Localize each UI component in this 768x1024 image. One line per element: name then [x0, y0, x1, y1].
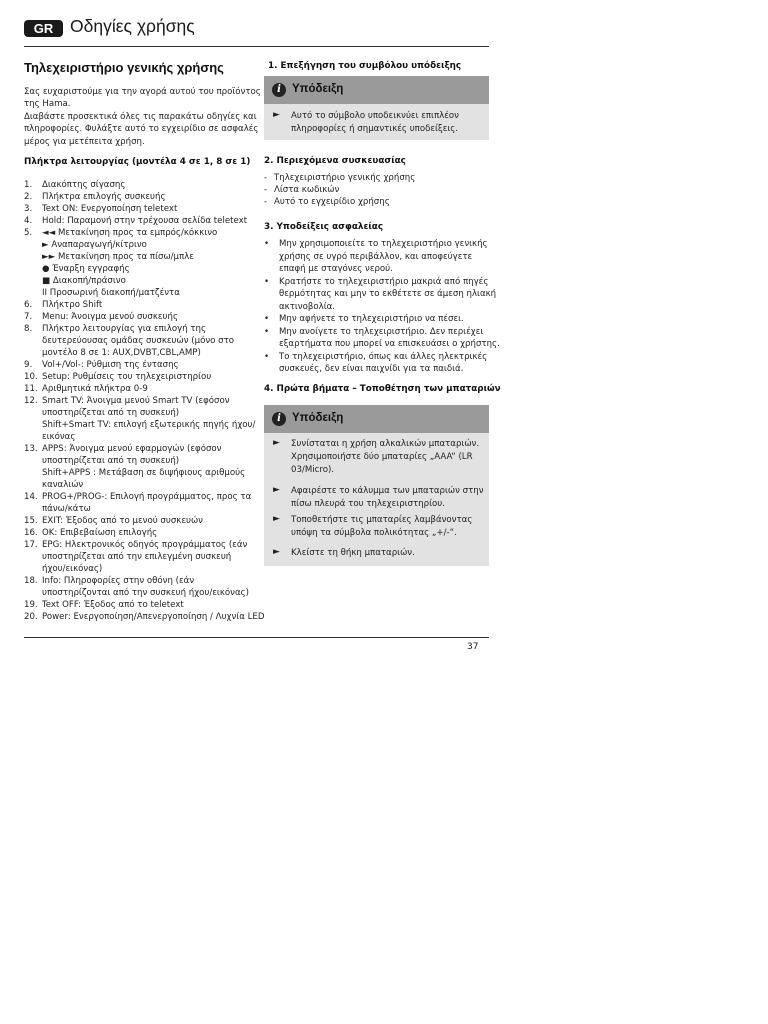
key-item-number: 4.	[24, 216, 33, 226]
safety-item-text: Το τηλεχειριστήριο, όπως και άλλες ηλεκτρικές	[279, 351, 488, 362]
safety-item-text: ακτινοβολία.	[279, 301, 336, 312]
keys-heading: Πλήκτρα λειτουργίας (μοντέλα 4 σε 1, 8 σε 1)	[24, 157, 251, 167]
key-item-text: υποστηρίζεται από τη συσκευή)	[42, 456, 180, 466]
note-2-header	[264, 405, 489, 433]
safety-item-text: Μην αφήνετε το τηλεχειριστήριο να πέσει.	[279, 314, 464, 324]
note-line: πληροφορίες ή σημαντικές υποδείξεις.	[291, 124, 459, 134]
key-item-number: 6.	[24, 300, 33, 310]
key-item-number: 9.	[24, 360, 33, 370]
bullet-icon: •	[264, 351, 270, 362]
bullet-icon: •	[264, 239, 270, 249]
key-item-number: 3.	[24, 204, 33, 214]
info-icon: i	[272, 83, 286, 97]
key-item-number: 10.	[24, 372, 38, 382]
footer-rule	[24, 637, 489, 638]
note-label: Υπόδειξη	[292, 83, 344, 95]
key-item-text: Shift+Smart TV: επιλογή εξωτερικής πηγής ήχου/	[42, 420, 256, 430]
arrow-bullet-icon: ►	[273, 514, 280, 524]
key-item-text: APPS: Άνοιγμα μενού εφαρμογών (εφόσον	[42, 444, 222, 454]
key-item-text: δευτερεύουσας ομάδας συσκευών (μόνο στο	[42, 336, 234, 346]
note-line: 03/Micro).	[291, 465, 335, 475]
safety-item-text: χρήσης σε υγρό περιβάλλον, και αποφεύγετε	[279, 251, 473, 262]
intro-line: Διαβάστε προσεκτικά όλες τις παρακάτω οδηγίες και	[24, 112, 257, 122]
arrow-bullet-icon: ►	[273, 110, 280, 120]
bullet-icon: •	[264, 314, 270, 324]
note-line: Τοποθετήστε τις μπαταρίες λαμβάνοντας	[291, 515, 473, 525]
key-item-text: Smart TV: Άνοιγμα μενού Smart TV (εφόσον	[42, 396, 230, 406]
key-item-text: Πλήκτρο λειτουργίας για επιλογή της	[42, 324, 206, 334]
intro-line: Σας ευχαριστούμε για την αγορά αυτού του προϊόντος	[24, 87, 261, 97]
arrow-bullet-icon: ►	[273, 438, 280, 448]
key-item-number: 1.	[24, 180, 33, 190]
key-item-text: Hold: Παραμονή στην τρέχουσα σελίδα teletext	[42, 216, 248, 226]
key-item-text: OK: Επιβεβαίωση επιλογής	[42, 528, 158, 538]
safety-item-text: επαφή με σταγόνες νερού.	[279, 264, 393, 274]
note-line: υπόψη τα σύμβολα πολικότητας „+/-“.	[291, 528, 457, 538]
key-item-text: υποστηρίζεται από την επιλεγμένη συσκευή	[42, 552, 232, 562]
key-item-number: 17.	[24, 540, 38, 550]
intro-line: της Hama.	[24, 99, 71, 109]
contents-item: Αυτό το εγχειρίδιο χρήσης	[274, 197, 390, 207]
note-line: πίσω πλευρά του τηλεχειριστηρίου.	[291, 499, 445, 509]
arrow-bullet-icon: ►	[273, 547, 280, 557]
key-item-text: ήχου/εικόνας)	[42, 564, 103, 574]
key-item-number: 7.	[24, 312, 33, 322]
key-item-text: Power: Ενεργοποίηση/Απενεργοποίηση / Λυχνία LED	[42, 612, 265, 622]
key-item-text: Vol+/Vol-: Ρύθμιση της έντασης	[42, 360, 179, 370]
key-item-text: EXIT: Έξοδος από το μενού συσκευών	[42, 516, 203, 526]
key-item-number: 5.	[24, 228, 33, 238]
note-2-body	[264, 433, 489, 566]
note-label: Υπόδειξη	[292, 412, 344, 424]
note-line: Συνίσταται η χρήση αλκαλικών μπαταριών.	[291, 439, 480, 449]
section-4-heading: 4. Πρώτα βήματα – Τοποθέτηση των μπαταριών	[264, 384, 501, 394]
contents-item: Λίστα κωδικών	[274, 185, 340, 195]
key-item-text: Αριθμητικά πλήκτρα 0-9	[42, 384, 148, 394]
bullet-icon: •	[264, 326, 270, 337]
key-item-number: 18.	[24, 576, 38, 586]
key-item-number: 15.	[24, 516, 38, 526]
page-number: 37	[467, 642, 479, 652]
key-item-text: πάνω/κάτω	[42, 504, 91, 514]
key-item-text: Text OFF: Έξοδος από το teletext	[42, 600, 184, 610]
key-item-text: ● Έναρξη εγγραφής	[42, 264, 130, 274]
header-title: Οδηγίες χρήσης	[70, 16, 195, 36]
key-item-number: 12.	[24, 396, 38, 406]
bullet-icon: •	[264, 276, 270, 287]
key-item-number: 8.	[24, 324, 33, 334]
key-item-text: Shift+APPS : Μετάβαση σε διψήφιους αριθμούς	[42, 468, 246, 478]
key-item-number: 11.	[24, 384, 38, 394]
note-1-header	[264, 76, 489, 104]
key-item-text: Πλήκτρο Shift	[42, 300, 103, 310]
key-item-number: 14.	[24, 492, 38, 502]
key-item-text: ◄◄ Μετακίνηση προς τα εμπρός/κόκκινο	[42, 228, 218, 238]
key-item-number: 20.	[24, 612, 38, 622]
key-item-text: Text ON: Ενεργοποίηση teletext	[42, 204, 178, 214]
key-item-text: υποστηρίζεται από τη συσκευή)	[42, 408, 180, 418]
safety-item-text: συσκευές, δεν είναι παιχνίδι για τα παιδιά.	[279, 364, 464, 374]
key-item-text: Menu: Άνοιγμα μενού συσκευής	[42, 312, 179, 322]
key-item-text: Πλήκτρα επιλογής συσκευής	[42, 192, 166, 202]
key-item-text: ► Αναπαραγωγή/κίτρινο	[42, 240, 147, 250]
key-item-text: καναλιών	[42, 480, 84, 490]
key-item-text: ■ Διακοπή/πράσινο	[42, 276, 126, 286]
safety-item-text: Κρατήστε το τηλεχειριστήριο μακριά από πηγές	[279, 276, 489, 287]
section-1-heading: 1. Επεξήγηση του συμβόλου υπόδειξης	[268, 61, 462, 71]
intro-line: πληροφορίες. Φυλάξτε αυτό το εγχειρίδιο σε ασφαλές	[24, 124, 259, 134]
key-item-number: 16.	[24, 528, 38, 538]
key-item-text: EPG: Ηλεκτρονικός οδηγός προγράμματος (εάν	[42, 540, 248, 550]
key-item-number: 19.	[24, 600, 38, 610]
safety-item-text: θερμότητας και μην το εκθέτετε σε άμεση ηλιακή	[279, 289, 497, 299]
info-icon: i	[272, 412, 286, 426]
note-line: Κλείστε τη θήκη μπαταριών.	[291, 548, 415, 558]
key-item-text: μοντέλο 8 σε 1: AUX,DVBT,CBL,AMP)	[42, 348, 201, 358]
key-item-text: εικόνας	[42, 432, 76, 442]
key-item-text: Info: Πληροφορίες στην οθόνη (εάν	[42, 576, 195, 586]
key-item-number: 13.	[24, 444, 38, 454]
section-2-heading: 2. Περιεχόμενα συσκευασίας	[264, 156, 406, 166]
key-item-text: ►► Μετακίνηση προς τα πίσω/μπλε	[42, 252, 194, 262]
key-item-text: PROG+/PROG-: Επιλογή προγράμματος, προς τα	[42, 492, 252, 502]
key-item-text: II Προσωρινή διακοπή/ματζέντα	[42, 288, 180, 298]
key-item-text: υποστηρίζονται από την συσκευή ήχου/εικόνας)	[42, 588, 250, 598]
safety-item-text: εξαρτήματα που μπορεί να επισκευάσει ο χρήστης.	[279, 339, 500, 349]
section-3-heading: 3. Υποδείξεις ασφαλείας	[264, 222, 384, 232]
note-line: Αυτό το σύμβολο υποδεικνύει επιπλέον	[291, 111, 459, 121]
language-badge: GR	[24, 20, 63, 37]
key-item-text: Setup: Ρυθμίσεις του τηλεχειριστηρίου	[42, 372, 212, 382]
note-line: Αφαιρέστε το κάλυμμα των μπαταριών στην	[291, 486, 484, 496]
contents-item: Τηλεχειριστήριο γενικής χρήσης	[274, 173, 416, 183]
note-1-body	[264, 104, 489, 140]
page-title: Τηλεχειριστήριο γενικής χρήσης	[24, 60, 224, 75]
header-rule	[24, 46, 489, 47]
arrow-bullet-icon: ►	[273, 485, 280, 495]
key-item-number: 2.	[24, 192, 33, 202]
key-item-text: Διακόπτης σίγασης	[42, 180, 126, 190]
intro-line: μέρος για μετέπειτα χρήση.	[24, 137, 145, 147]
note-line: Χρησιμοποιήστε δύο μπαταρίες „AAA“ (LR	[291, 452, 473, 462]
safety-item-text: Μην χρησιμοποιείτε το τηλεχειριστήριο γενικής	[279, 239, 488, 249]
safety-item-text: Μην ανοίγετε το τηλεχειριστήριο. Δεν περιέχει	[279, 326, 484, 337]
